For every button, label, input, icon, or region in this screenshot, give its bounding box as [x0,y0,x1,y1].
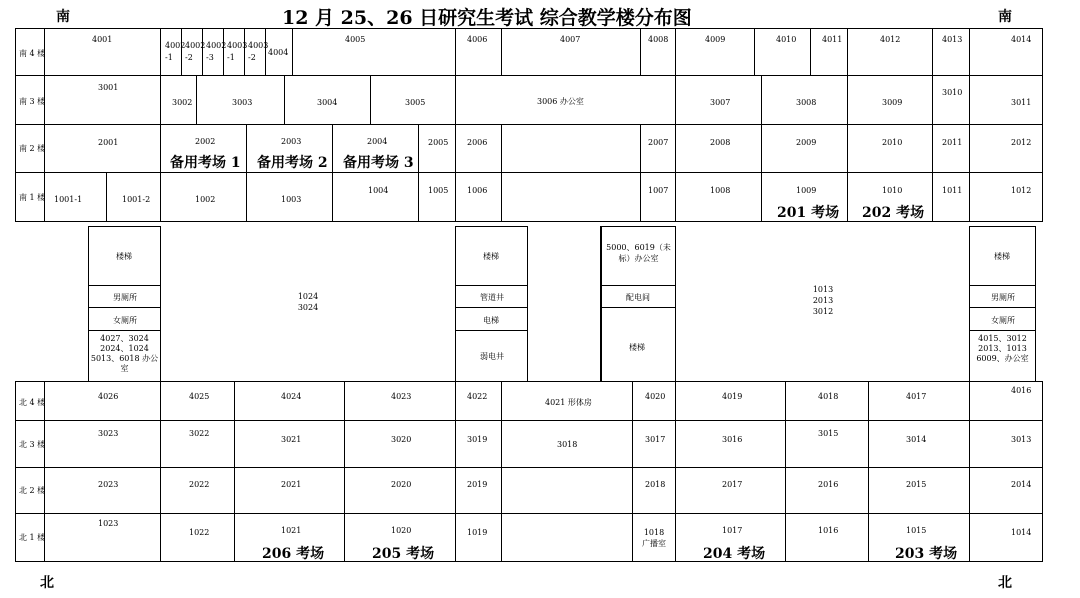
room-1006-span [501,172,641,222]
room-2022 [160,467,235,514]
room-2017 [675,467,786,514]
stairs-mid-label: 楼梯 [629,343,645,352]
room-1019 [455,513,502,562]
room-2023-label: 2023 [98,480,119,489]
room-2006-span [501,124,641,173]
exam-204: 204 考场 [703,546,766,562]
room-1019-label: 1019 [467,528,488,537]
room-3019-label: 3019 [467,435,488,444]
room-4017-label: 4017 [906,392,927,401]
room-2021 [234,467,345,514]
room-4011-label: 4011 [822,35,843,44]
south-label-right: 南 [998,9,1012,25]
room-3017 [632,420,676,468]
room-1016-label: 1016 [818,526,839,535]
room-4002-3-label: 4002 -3 [206,41,227,62]
room-1007-label: 1007 [648,186,669,195]
room-2001 [44,124,161,173]
office-5000-label: 5000、6019（未 标）办公室 [606,243,671,263]
room-1008-label: 1008 [710,186,731,195]
room-4026 [44,381,161,421]
room-1022 [160,513,235,562]
room-4012-label: 4012 [880,35,901,44]
room-2021-label: 2021 [281,480,302,489]
room-4014 [969,28,1043,76]
room-1020-label: 1020 [391,526,412,535]
room-4019 [675,381,786,421]
north-floor3-label-text: 北 3 楼 [19,440,46,449]
south-floor4-label-text: 南 4 楼 [19,49,46,58]
south-floor1-label-text: 南 1 楼 [19,193,46,202]
room-2020 [344,467,456,514]
room-2002-label: 2002 [195,137,216,146]
room-4024 [234,381,345,421]
room-4025-label: 4025 [189,392,210,401]
room-4002-1-label: 4002 -1 [165,41,186,62]
power-room-label: 配电间 [626,293,650,302]
room-1018-label: 1018 广播室 [642,528,666,549]
room-4025 [160,381,235,421]
room-2008 [675,124,762,173]
room-4022-label: 4022 [467,392,488,401]
elevator-label: 电梯 [483,316,499,325]
room-4023-label: 4023 [391,392,412,401]
room-3010-label: 3010 [942,88,963,97]
room-3022 [160,420,235,468]
room-4003-1-label: 4003 -1 [227,41,248,62]
room-4018 [785,381,869,421]
corridor-mid [528,226,601,382]
weak-shaft-label: 弱电井 [480,352,504,361]
room-1010-label: 1010 [882,186,903,195]
room-4016-label: 4016 [1011,386,1032,395]
left-office-label: 4027、3024 2024、1024 5013、6018 办公 室 [90,334,159,373]
room-4005 [292,28,456,76]
room-3020-label: 3020 [391,435,412,444]
room-4020 [632,381,676,421]
room-1005-label: 1005 [428,186,449,195]
room-4007-label: 4007 [560,35,581,44]
room-2019-span [501,467,633,514]
room-3021 [234,420,345,468]
room-4005-label: 4005 [345,35,366,44]
exam-202: 202 考场 [862,205,925,221]
room-2003-label: 2003 [281,137,302,146]
right-stairs-label: 楼梯 [994,252,1010,261]
room-2016-label: 2016 [818,480,839,489]
room-3016-label: 3016 [722,435,743,444]
room-1004 [332,172,419,222]
room-2006 [455,124,502,173]
north-floor4-label-text: 北 4 楼 [19,398,46,407]
room-2017-label: 2017 [722,480,743,489]
room-1001-2-label: 1001-2 [122,195,151,204]
room-2008-label: 2008 [710,138,731,147]
room-2004-label: 2004 [367,137,388,146]
room-4002-2-label: 4002 -2 [185,41,206,62]
room-3010 [932,75,970,125]
room-2014-label: 2014 [1011,480,1032,489]
room-1002-label: 1002 [195,195,216,204]
room-1009-label: 1009 [796,186,817,195]
room-2012-label: 2012 [1011,138,1032,147]
room-1001-1-label: 1001-1 [54,195,83,204]
room-1022-label: 1022 [189,528,210,537]
room-3001-label: 3001 [98,83,119,92]
room-2014 [969,467,1043,514]
room-3015-label: 3015 [818,429,839,438]
room-1004-label: 1004 [368,186,389,195]
room-1006 [455,172,502,222]
room-4004-label: 4004 [268,48,289,57]
room-2019-label: 2019 [467,480,488,489]
room-2010 [847,124,933,173]
north-floor2-label-text: 北 2 楼 [19,486,46,495]
room-3022-label: 3022 [189,429,210,438]
room-4020-label: 4020 [645,392,666,401]
room-4003-2-label: 4003 -2 [248,41,269,62]
room-4008-label: 4008 [648,35,669,44]
room-3023 [44,420,161,468]
room-2011 [932,124,970,173]
room-4001-label: 4001 [92,35,113,44]
room-3020 [344,420,456,468]
room-2010-label: 2010 [882,138,903,147]
room-3018-label: 3018 [557,440,578,449]
room-1012 [969,172,1043,222]
room-2005-label: 2005 [428,138,449,147]
room-1023-label: 1023 [98,519,119,528]
room-1019-span [501,513,633,562]
room-4014-label: 4014 [1011,35,1032,44]
right-men-label: 男厕所 [991,293,1015,302]
room-3004-label: 3004 [317,98,338,107]
room-2007 [640,124,676,173]
room-3023-label: 3023 [98,429,119,438]
room-2018 [632,467,676,514]
room-1012-label: 1012 [1011,186,1032,195]
room-3014-label: 3014 [906,435,927,444]
room-1021-label: 1021 [281,526,302,535]
south-floor2-label-text: 南 2 楼 [19,144,46,153]
room-4023 [344,381,456,421]
right-office-label: 4015、3012 2013、1013 6009、办公室 [976,334,1029,363]
room-2011-label: 2011 [942,138,963,147]
room-2019 [455,467,502,514]
room-2023 [44,467,161,514]
room-2009-label: 2009 [796,138,817,147]
room-1016 [785,513,869,562]
room-4019-label: 4019 [722,392,743,401]
exam-backup-3: 备用考场 3 [343,155,414,171]
right-rooms-label: 1013 2013 3012 [812,285,834,316]
room-3013-label: 3013 [1011,435,1032,444]
room-2005 [418,124,456,173]
room-2009 [761,124,848,173]
room-4026-label: 4026 [98,392,119,401]
room-1011 [932,172,970,222]
room-3007-label: 3007 [710,98,731,107]
room-1007 [640,172,676,222]
room-1011-label: 1011 [942,186,963,195]
room-1014 [969,513,1043,562]
room-2006-label: 2006 [467,138,488,147]
room-1003-label: 1003 [281,195,302,204]
room-4006-label: 4006 [467,35,488,44]
room-4017 [868,381,970,421]
exam-backup-2: 备用考场 2 [257,155,328,171]
north-floor1-label-text: 北 1 楼 [19,533,46,542]
left-women-label: 女厕所 [113,316,137,325]
page-title: 12 月 25、26 日研究生考试 综合教学楼分布图 [282,7,692,29]
room-1006-label: 1006 [467,186,488,195]
room-3014 [868,420,970,468]
left-men-label: 男厕所 [113,293,137,302]
left-stairs-label: 楼梯 [116,252,132,261]
south-label-left: 南 [56,9,70,25]
room-2022-label: 2022 [189,480,210,489]
room-3011 [969,75,1043,125]
room-3002-label: 3002 [172,98,193,107]
room-1005 [418,172,456,222]
room-3017-label: 3017 [645,435,666,444]
center-rooms-label: 1024 3024 [297,292,319,312]
room-3009-label: 3009 [882,98,903,107]
room-4009-label: 4009 [705,35,726,44]
room-3003-label: 3003 [232,98,253,107]
room-3019 [455,420,502,468]
room-4010-label: 4010 [776,35,797,44]
room-3006-label: 3006 办公室 [537,97,584,106]
room-1014-label: 1014 [1011,528,1032,537]
room-3008-label: 3008 [796,98,817,107]
exam-backup-1: 备用考场 1 [170,155,241,171]
north-label-right: 北 [998,575,1012,591]
north-label-left: 北 [40,575,54,591]
pipe-shaft-label: 管道井 [480,293,504,302]
room-3015 [785,420,869,468]
room-3016 [675,420,786,468]
room-2001-label: 2001 [98,138,119,147]
room-2020-label: 2020 [391,480,412,489]
room-3013 [969,420,1043,468]
center-stairs-label: 楼梯 [483,252,499,261]
room-2015 [868,467,970,514]
exam-203: 203 考场 [895,546,958,562]
room-1017-label: 1017 [722,526,743,535]
room-4013-label: 4013 [942,35,963,44]
room-2015-label: 2015 [906,480,927,489]
exam-206: 206 考场 [262,546,325,562]
room-4024-label: 4024 [281,392,302,401]
right-women-label: 女厕所 [991,316,1015,325]
room-4021-label: 4021 形体房 [545,398,592,407]
exam-201: 201 考场 [777,205,840,221]
room-2007-label: 2007 [648,138,669,147]
room-3005-label: 3005 [405,98,426,107]
room-4016 [969,381,1043,421]
room-2012 [969,124,1043,173]
room-1008 [675,172,762,222]
room-4022 [455,381,502,421]
south-floor3-label-text: 南 3 楼 [19,97,46,106]
room-3021-label: 3021 [281,435,302,444]
exam-205: 205 考场 [372,546,435,562]
room-2016 [785,467,869,514]
room-2018-label: 2018 [645,480,666,489]
room-1015-label: 1015 [906,526,927,535]
room-4018-label: 4018 [818,392,839,401]
room-3011-label: 3011 [1011,98,1032,107]
